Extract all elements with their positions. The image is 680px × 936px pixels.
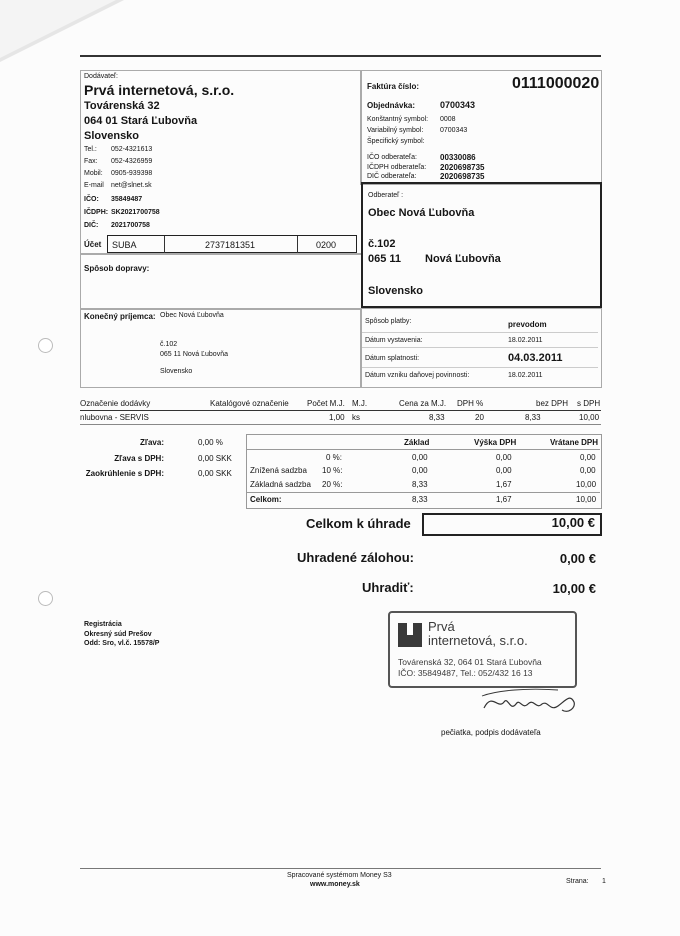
fax-label: Fax: bbox=[84, 158, 98, 165]
signature bbox=[478, 682, 580, 724]
registration-title: Registrácia bbox=[84, 621, 122, 628]
punch-hole-top bbox=[38, 338, 53, 353]
vat-rate-label: Znížená sadzba bbox=[250, 466, 307, 475]
vat-header-amount: Výška DPH bbox=[474, 438, 517, 447]
ico-label: IČO: bbox=[84, 196, 99, 203]
icdph-value: SK2021700758 bbox=[111, 209, 160, 216]
email-value: net@slnet.sk bbox=[111, 182, 152, 189]
supplier-country: Slovensko bbox=[84, 130, 140, 142]
vat-base: 8,33 bbox=[412, 480, 428, 489]
item-gross: 10,00 bbox=[579, 413, 600, 422]
tel-value: 052-4321613 bbox=[111, 146, 153, 153]
vat-amount: 0,00 bbox=[496, 453, 512, 462]
var-sym-label: Variabilný symbol: bbox=[367, 127, 424, 134]
item-qty: 1,00 bbox=[329, 413, 345, 422]
ico-value: 35849487 bbox=[111, 196, 143, 203]
item-net: 8,33 bbox=[525, 413, 541, 422]
item-desc: nlubovna - SERVIS bbox=[80, 413, 149, 422]
vat-incl: 10,00 bbox=[576, 480, 597, 489]
vat-rate: 10 %: bbox=[322, 466, 343, 475]
company-stamp bbox=[388, 611, 577, 688]
payment-sep-3 bbox=[362, 367, 598, 368]
total-due-label: Celkom k úhrade bbox=[306, 516, 411, 531]
customer-zip: 065 11 bbox=[368, 253, 402, 265]
item-price: 8,33 bbox=[429, 413, 445, 422]
issue-date: 18.02.2011 bbox=[508, 337, 543, 344]
final-recipient-name: Obec Nová Ľubovňa bbox=[160, 312, 224, 319]
account-divider-1 bbox=[164, 236, 165, 253]
transport-label: Spôsob dopravy: bbox=[84, 264, 150, 273]
cust-dic-label: DIČ odberateľa: bbox=[367, 173, 417, 180]
bank-code: 0200 bbox=[316, 240, 337, 250]
vat-base: 0,00 bbox=[412, 453, 428, 462]
rounding-value: 0,00 SKK bbox=[198, 469, 232, 478]
page-label: Strana: bbox=[566, 878, 589, 885]
discount-label: Zľava: bbox=[140, 438, 164, 447]
supplier-street: Továrenská 32 bbox=[84, 100, 160, 112]
supplier-city: 064 01 Stará Ľubovňa bbox=[84, 115, 198, 127]
col-gross-header: s DPH bbox=[577, 399, 601, 408]
cust-ico-value: 00330086 bbox=[440, 153, 476, 162]
vat-base: 0,00 bbox=[412, 466, 428, 475]
final-recipient-label: Konečný príjemca: bbox=[84, 312, 156, 321]
vat-header-base: Základ bbox=[404, 438, 430, 447]
folded-corner-shade bbox=[0, 0, 116, 58]
var-sym-value: 0700343 bbox=[440, 127, 468, 134]
stamp-brand-bottom: internetová, s.r.o. bbox=[428, 633, 528, 648]
customer-name: Obec Nová Ľubovňa bbox=[368, 207, 475, 219]
item-unit: ks bbox=[352, 413, 360, 422]
cust-dic-value: 2020698735 bbox=[440, 172, 485, 181]
footer-system: Spracované systémom Money S3 bbox=[287, 872, 392, 879]
item-vat: 20 bbox=[475, 413, 484, 422]
customer-street: č.102 bbox=[368, 238, 396, 250]
vat-incl: 0,00 bbox=[580, 466, 596, 475]
vat-total-rule bbox=[247, 492, 600, 493]
supplier-name: Prvá internetová, s.r.o. bbox=[84, 82, 235, 98]
top-rule bbox=[80, 55, 601, 57]
icdph-label: IČDPH: bbox=[84, 209, 109, 216]
const-sym-label: Konštantný symbol: bbox=[367, 116, 429, 123]
deposit-value: 0,00 € bbox=[559, 551, 596, 566]
col-unit-header: M.J. bbox=[352, 399, 368, 408]
items-bottom-rule bbox=[80, 424, 601, 425]
items-header-rule bbox=[80, 410, 601, 411]
total-due-value: 10,00 € bbox=[551, 515, 595, 530]
order-label: Objednávka: bbox=[367, 101, 416, 110]
account-label: Účet bbox=[84, 240, 102, 249]
stamp-brand-top: Prvá bbox=[428, 619, 455, 634]
supplier-label: Dodávateľ: bbox=[84, 73, 118, 80]
vat-rate: 20 %: bbox=[322, 480, 343, 489]
payment-method: prevodom bbox=[508, 320, 547, 329]
tel-label: Tel.: bbox=[84, 146, 97, 153]
footer-rule bbox=[80, 868, 601, 869]
mobil-label: Mobil: bbox=[84, 170, 103, 177]
vat-rate: 0 %: bbox=[326, 453, 343, 462]
pay-label: Uhradiť: bbox=[362, 580, 414, 595]
vat-total-label: Celkom: bbox=[250, 495, 282, 504]
dic-label: DIČ: bbox=[84, 222, 99, 229]
issue-date-label: Dátum vystavenia: bbox=[365, 337, 423, 344]
final-recipient-street: č.102 bbox=[160, 341, 178, 348]
pay-value: 10,00 € bbox=[552, 581, 596, 596]
discount-vat-label: Zľava s DPH: bbox=[114, 454, 164, 463]
payment-sep-1 bbox=[362, 332, 598, 333]
payment-method-label: Spôsob platby: bbox=[365, 318, 412, 325]
account-divider-2 bbox=[297, 236, 298, 253]
email-label: E-mail bbox=[84, 182, 104, 189]
dic-value: 2021700758 bbox=[111, 222, 150, 229]
final-recipient-country: Slovensko bbox=[160, 368, 193, 375]
col-vat-header: DPH % bbox=[457, 399, 484, 408]
vat-rate-label: Základná sadzba bbox=[250, 480, 311, 489]
customer-city: Nová Ľubovňa bbox=[425, 253, 501, 265]
vat-header-incl: Vrátane DPH bbox=[550, 438, 599, 447]
footer-web: www.money.sk bbox=[310, 881, 360, 888]
col-qty-header: Počet M.J. bbox=[307, 399, 345, 408]
cust-icdph-label: IČDPH odberateľa: bbox=[367, 164, 427, 171]
punch-hole-bottom bbox=[38, 591, 53, 606]
vat-incl: 0,00 bbox=[580, 453, 596, 462]
vat-total-incl: 10,00 bbox=[576, 495, 597, 504]
payment-sep-2 bbox=[362, 347, 598, 348]
due-date-label: Dátum splatnosti: bbox=[365, 355, 420, 362]
order-value: 0700343 bbox=[440, 100, 476, 110]
customer-country: Slovensko bbox=[368, 285, 424, 297]
fax-value: 052-4326959 bbox=[111, 158, 153, 165]
invoice-number-label: Faktúra číslo: bbox=[367, 82, 420, 91]
tax-date-label: Dátum vzniku daňovej povinnosti: bbox=[365, 372, 470, 379]
discount-value: 0,00 % bbox=[198, 438, 223, 447]
invoice-number: 0111000020 bbox=[512, 75, 600, 92]
registration-entry: Odd: Sro, vl.č. 15578/P bbox=[84, 640, 160, 647]
registration-court: Okresný súd Prešov bbox=[84, 631, 152, 638]
deposit-label: Uhradené zálohou: bbox=[297, 550, 415, 565]
cust-icdph-value: 2020698735 bbox=[440, 163, 485, 172]
page-number: 1 bbox=[602, 878, 606, 885]
col-net-header: bez DPH bbox=[536, 399, 569, 408]
cust-ico-label: IČO odberateľa: bbox=[367, 154, 417, 161]
col-desc-header: Označenie dodávky bbox=[80, 399, 151, 408]
mobil-value: 0905-939398 bbox=[111, 170, 153, 177]
customer-label: Odberateľ : bbox=[368, 192, 404, 199]
stamp-ids: IČO: 35849487, Tel.: 052/432 16 13 bbox=[398, 668, 533, 678]
signature-caption: pečiatka, podpis dodávateľa bbox=[441, 728, 541, 737]
bank-name: SUBA bbox=[112, 240, 137, 250]
col-price-header: Cena za M.J. bbox=[399, 399, 447, 408]
account-number: 2737181351 bbox=[205, 240, 256, 250]
stamp-address: Továrenská 32, 064 01 Stará Ľubovňa bbox=[398, 657, 542, 667]
vat-header-rule bbox=[247, 449, 600, 450]
company-logo-icon bbox=[398, 623, 422, 647]
vat-total-amount: 1,67 bbox=[496, 495, 512, 504]
final-recipient-city: 065 11 Nová Ľubovňa bbox=[160, 351, 228, 358]
transport-box bbox=[80, 253, 362, 310]
vat-total-base: 8,33 bbox=[412, 495, 428, 504]
tax-date: 18.02.2011 bbox=[508, 372, 543, 379]
discount-vat-value: 0,00 SKK bbox=[198, 454, 232, 463]
col-catalog-header: Katalógové označenie bbox=[210, 399, 289, 408]
due-date: 04.03.2011 bbox=[508, 352, 563, 364]
spec-sym-label: Špecifický symbol: bbox=[367, 138, 425, 145]
vat-amount: 0,00 bbox=[496, 466, 512, 475]
vat-amount: 1,67 bbox=[496, 480, 512, 489]
const-sym-value: 0008 bbox=[440, 116, 456, 123]
rounding-label: Zaokrúhlenie s DPH: bbox=[85, 469, 164, 478]
